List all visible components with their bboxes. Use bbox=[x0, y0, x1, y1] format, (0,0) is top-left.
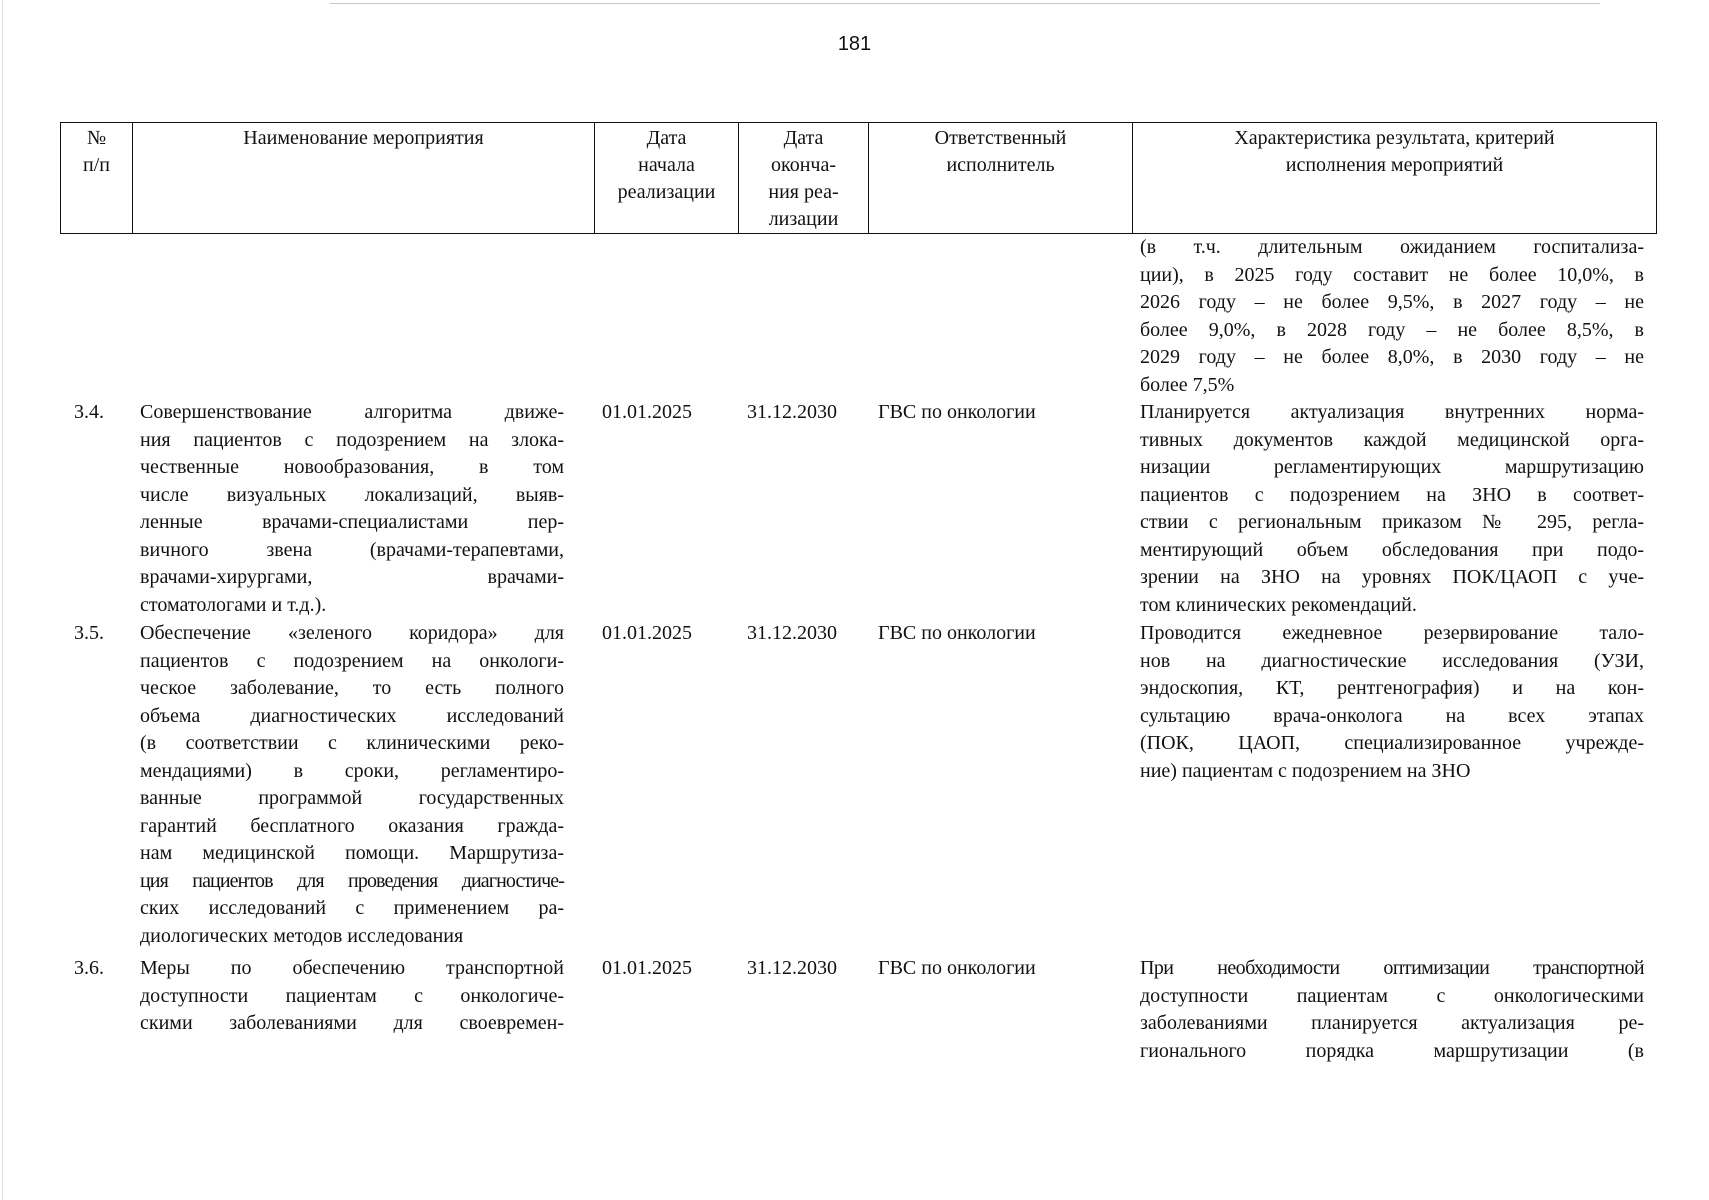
row-start-date: 01.01.2025 bbox=[602, 401, 692, 423]
text-line: 2026 году – не более 9,5%, в 2027 году – не bbox=[1140, 291, 1644, 313]
text-line: сультацию врача-онколога на всех этапах bbox=[1140, 704, 1644, 727]
text-line: Проводится ежедневное резервирование тало- bbox=[1140, 622, 1644, 644]
header-end-line: Дата bbox=[783, 127, 824, 149]
row-number: 3.6. bbox=[74, 957, 104, 979]
text-line: заболеваниями планируется актуализация ре- bbox=[1140, 1012, 1644, 1034]
text-line: доступности пациентам с онкологическими bbox=[1140, 984, 1644, 1007]
text-line: доступности пациентам с онкологиче- bbox=[140, 984, 564, 1007]
text-line: эндоскопия, КТ, рентгенография) и на кон- bbox=[1140, 677, 1644, 699]
text-line: При необходимости оптимизации транспортной bbox=[1140, 957, 1644, 979]
text-line: гионального порядка маршрутизации (в bbox=[1140, 1039, 1644, 1062]
header-responsible-line: исполнитель bbox=[946, 154, 1055, 176]
text-line: зрении на ЗНО на уровнях ПОК/ЦАОП с уче- bbox=[1140, 566, 1644, 588]
header-start-date bbox=[595, 123, 739, 234]
row-start-date: 01.01.2025 bbox=[602, 957, 692, 979]
header-characteristic-line: исполнения мероприятий bbox=[1285, 154, 1504, 176]
text-line: стоматологами и т.д.). bbox=[140, 593, 327, 616]
text-line: (в т.ч. длительным ожиданием госпитализа- bbox=[1140, 236, 1644, 258]
text-line: том клинических рекомендаций. bbox=[1140, 593, 1417, 616]
row-characteristic bbox=[1140, 955, 1644, 1065]
text-line: ния пациентов с подозрением на злока- bbox=[140, 428, 564, 451]
header-start-line: начала bbox=[638, 154, 695, 176]
text-line: нам медицинской помощи. Маршрутиза- bbox=[140, 842, 564, 864]
row-responsible: ГВС по онкологии bbox=[878, 957, 1036, 979]
row-end-date: 31.12.2030 bbox=[747, 622, 837, 644]
text-line: низации регламентирующих маршрутизацию bbox=[1140, 456, 1644, 478]
text-line: Меры по обеспечению транспортной bbox=[140, 957, 564, 979]
text-line: пациентов с подозрением на ЗНО в соответ- bbox=[1140, 483, 1644, 506]
text-line: пациентов с подозрением на онкологи- bbox=[140, 649, 564, 672]
header-characteristic-line: Характеристика результата, критерий bbox=[1234, 127, 1555, 149]
text-line: более 7,5% bbox=[1140, 373, 1235, 396]
text-line: диологических методов исследования bbox=[140, 924, 464, 947]
header-end-line: оконча- bbox=[771, 154, 836, 176]
text-line: ческое заболевание, то есть полного bbox=[140, 677, 564, 699]
header-responsible-line: Ответственный bbox=[934, 127, 1067, 149]
row-characteristic bbox=[1140, 399, 1644, 619]
row-start-date: 01.01.2025 bbox=[602, 622, 692, 644]
text-line: (ПОК, ЦАОП, специализированное учрежде- bbox=[1140, 732, 1644, 754]
header-end-date bbox=[739, 123, 869, 234]
row-name bbox=[140, 955, 564, 1038]
text-line: ментирующий объем обследования при подо- bbox=[1140, 538, 1644, 561]
header-characteristic bbox=[1133, 123, 1657, 234]
text-line: ленные врачами-специалистами пер- bbox=[140, 511, 564, 533]
text-line: ванные программой государственных bbox=[140, 787, 564, 809]
row-name bbox=[140, 620, 564, 950]
header-num-line: п/п bbox=[83, 154, 110, 176]
text-line: мендациями) в сроки, регламентиро- bbox=[140, 759, 564, 782]
text-line: объема диагностических исследований bbox=[140, 704, 564, 727]
text-line: скими заболеваниями для своевремен- bbox=[140, 1012, 564, 1034]
row-responsible: ГВС по онкологии bbox=[878, 622, 1036, 644]
row-characteristic bbox=[1140, 620, 1644, 785]
row-number: 3.5. bbox=[74, 622, 104, 644]
text-line: ских исследований с применением ра- bbox=[140, 897, 564, 919]
header-name-line: Наименование мероприятия bbox=[243, 127, 484, 149]
scan-artifact-line bbox=[330, 3, 1600, 4]
row-name bbox=[140, 399, 564, 619]
text-line: Планируется актуализация внутренних норма- bbox=[1140, 401, 1644, 423]
header-responsible bbox=[869, 123, 1133, 234]
header-num-line: № bbox=[86, 127, 107, 149]
text-line: Обеспечение «зеленого коридора» для bbox=[140, 622, 564, 644]
text-line: ция пациентов для проведения диагностиче- bbox=[140, 869, 564, 892]
scan-left-edge bbox=[2, 0, 3, 1200]
header-row bbox=[61, 123, 1657, 234]
text-line: вичного звена (врачами-терапевтами, bbox=[140, 538, 564, 561]
text-line: Совершенствование алгоритма движе- bbox=[140, 401, 564, 423]
text-line: нов на диагностические исследования (УЗИ, bbox=[1140, 649, 1644, 672]
text-line: чественные новообразования, в том bbox=[140, 456, 564, 478]
text-line: тивных документов каждой медицинской орга- bbox=[1140, 428, 1644, 451]
header-end-line: лизации bbox=[768, 208, 839, 230]
row-responsible: ГВС по онкологии bbox=[878, 401, 1036, 423]
text-line: гарантий бесплатного оказания гражда- bbox=[140, 814, 564, 837]
page-number: 181 bbox=[837, 33, 872, 55]
header-end-line: ния реа- bbox=[768, 181, 839, 203]
header-start-line: реализации bbox=[617, 181, 716, 203]
text-line: более 9,0%, в 2028 году – не более 8,5%, в bbox=[1140, 318, 1644, 341]
header-start-line: Дата bbox=[646, 127, 687, 149]
row-number: 3.4. bbox=[74, 401, 104, 423]
row-end-date: 31.12.2030 bbox=[747, 957, 837, 979]
text-line: (в соответствии с клиническими реко- bbox=[140, 732, 564, 754]
text-line: 2029 году – не более 8,0%, в 2030 году – не bbox=[1140, 346, 1644, 368]
row-end-date: 31.12.2030 bbox=[747, 401, 837, 423]
header-num bbox=[61, 123, 133, 234]
text-line: числе визуальных локализаций, выяв- bbox=[140, 483, 564, 506]
text-line: ние) пациентам с подозрением на ЗНО bbox=[1140, 759, 1471, 782]
text-line: ции), в 2025 году составит не более 10,0%, в bbox=[1140, 263, 1644, 286]
header-name bbox=[133, 123, 595, 234]
continuation-characteristic bbox=[1140, 234, 1644, 399]
text-line: врачами-хирургами, врачами- bbox=[140, 566, 564, 588]
table-header bbox=[60, 122, 1657, 234]
text-line: ствии с региональным приказом № 295, регла- bbox=[1140, 511, 1644, 533]
